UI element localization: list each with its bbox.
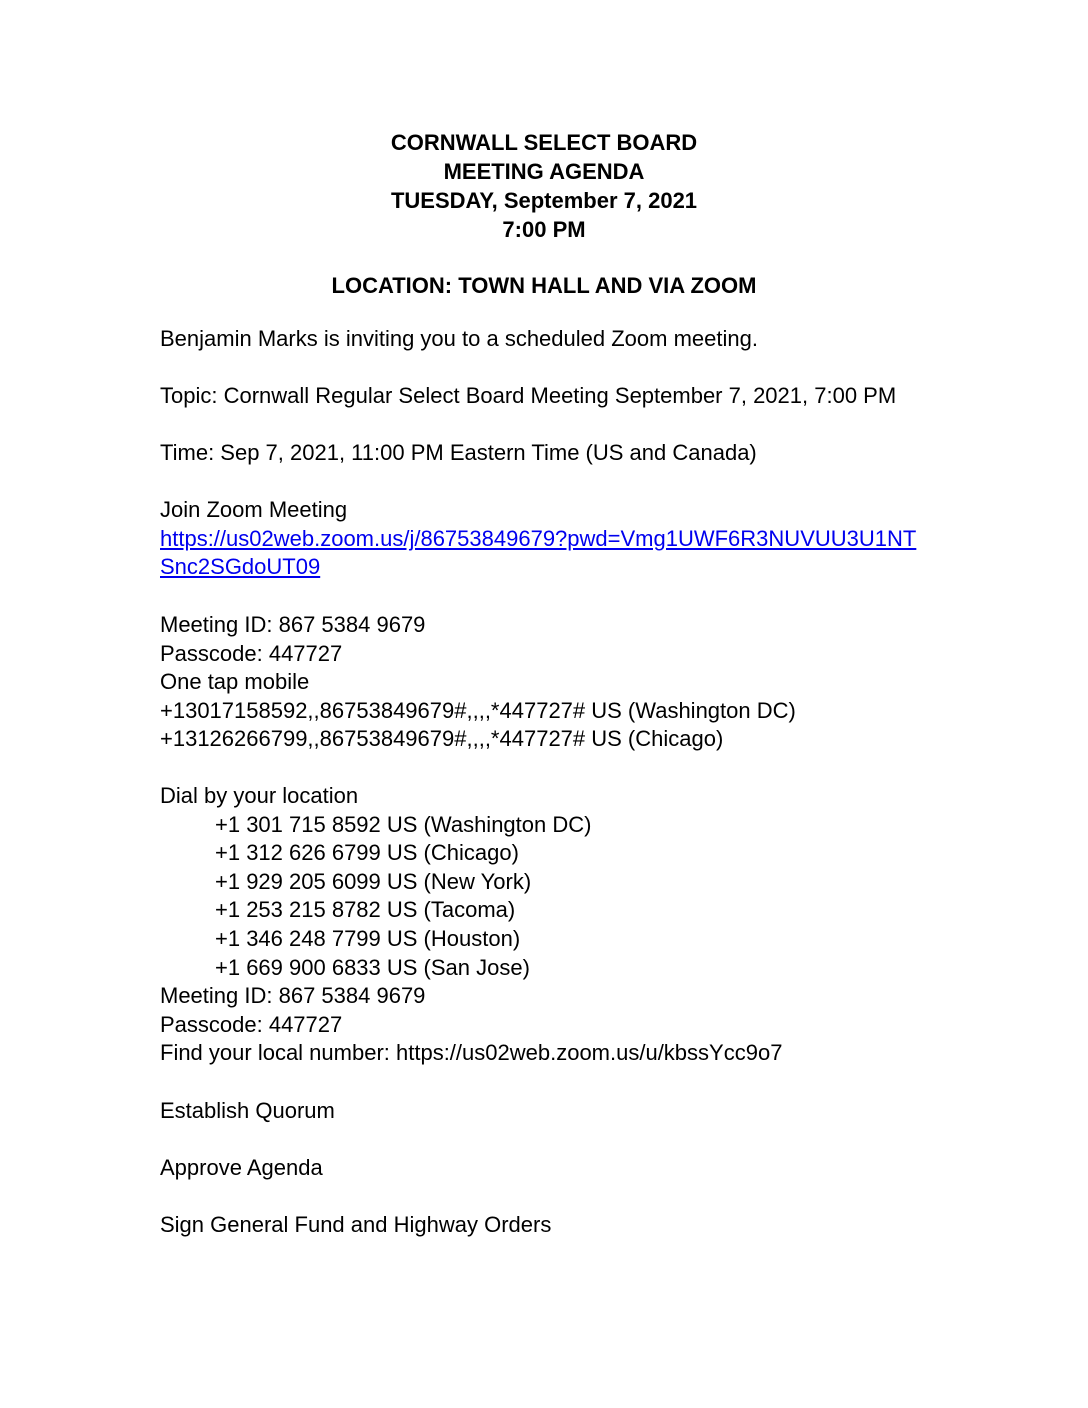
one-tap-number: +13017158592,,86753849679#,,,,*447727# US (Washington DC) (160, 697, 796, 723)
invite-intro: Benjamin Marks is inviting you to a scheduled Zoom meeting. (160, 326, 758, 351)
dial-meeting-id: Meeting ID: 867 5384 9679 (160, 983, 426, 1009)
agenda-item-approve: Approve Agenda (160, 1155, 323, 1180)
dial-label: Dial by your location (160, 783, 359, 808)
dial-number: +1 346 248 7799 US (Houston) (215, 925, 521, 951)
heading-line-date: TUESDAY, September 7, 2021 (390, 188, 698, 213)
passcode: Passcode: 447727 (160, 640, 343, 666)
dial-number: +1 669 900 6833 US (San Jose) (215, 954, 530, 980)
heading-line-agenda: MEETING AGENDA (443, 159, 645, 184)
dial-passcode: Passcode: 447727 (160, 1011, 343, 1037)
agenda-item-quorum: Establish Quorum (160, 1098, 335, 1123)
dial-number: +1 253 215 8782 US (Tacoma) (215, 897, 516, 923)
meeting-time: Time: Sep 7, 2021, 11:00 PM Eastern Time (US and Canada) (160, 440, 757, 465)
join-section (160, 496, 940, 582)
dial-number: +1 312 626 6799 US (Chicago) (215, 840, 519, 866)
location-heading: LOCATION: TOWN HALL AND VIA ZOOM (331, 273, 757, 298)
heading-line-board: CORNWALL SELECT BOARD (390, 130, 698, 155)
dial-number: +1 929 205 6099 US (New York) (215, 868, 532, 894)
dial-section (160, 782, 940, 1068)
agenda-item-orders: Sign General Fund and Highway Orders (160, 1212, 552, 1237)
meeting-topic: Topic: Cornwall Regular Select Board Meeting September 7, 2021, 7:00 PM (160, 383, 897, 408)
agenda-heading (0, 128, 1088, 244)
dial-number: +1 301 715 8592 US (Washington DC) (215, 811, 592, 837)
join-link[interactable]: https://us02web.zoom.us/j/86753849679?pwd=Vmg1UWF6R3NUVUU3U1NTSnc2SGdoUT09 (160, 525, 917, 580)
join-label: Join Zoom Meeting (160, 497, 348, 522)
meeting-details (160, 611, 940, 754)
local-number: Find your local number: https://us02web.zoom.us/u/kbssYcc9o7 (160, 1040, 783, 1066)
one-tap-number: +13126266799,,86753849679#,,,,*447727# US (Chicago) (160, 726, 724, 752)
one-tap-label: One tap mobile (160, 669, 310, 695)
meeting-id: Meeting ID: 867 5384 9679 (160, 612, 426, 637)
heading-line-time: 7:00 PM (502, 217, 586, 242)
